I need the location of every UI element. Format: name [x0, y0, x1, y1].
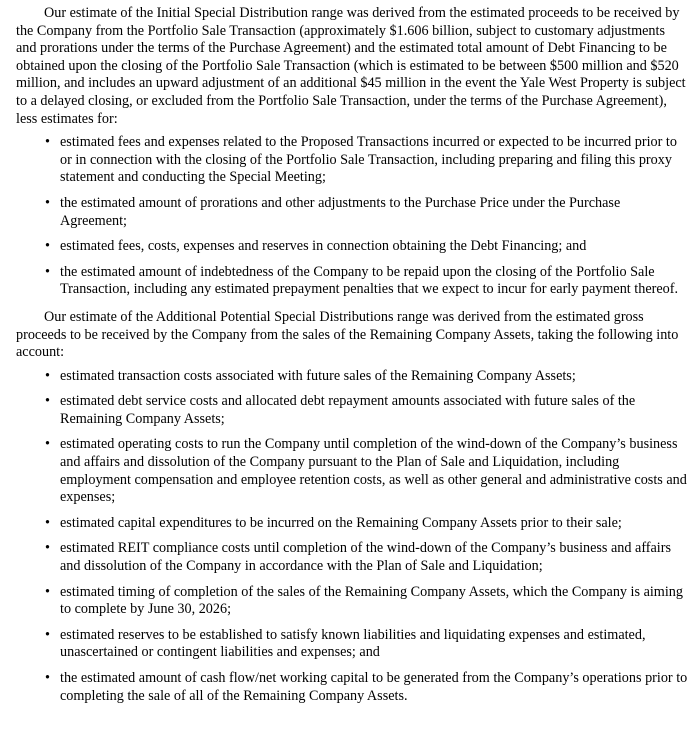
list-item: • estimated fees, costs, expenses and reserves in connection obtaining the Debt Financing; and — [16, 238, 688, 256]
list-item: • estimated reserves to be established to satisfy known liabilities and liquidating expenses and estimated, unascertained or contingent liabilities and expenses; and — [16, 627, 688, 662]
initial-distribution-estimates-list — [16, 134, 688, 299]
list-item: • the estimated amount of prorations and other adjustments to the Purchase Price under the Purchase Agreement; — [16, 195, 688, 230]
additional-distributions-paragraph: Our estimate of the Additional Potential Special Distributions range was derived from the estimated gross proceeds to be received by the Company from the sales of the Remaining Company Assets, taking the following into account: — [16, 308, 679, 361]
list-item: • estimated timing of completion of the sales of the Remaining Company Assets, which the Company is aiming to complete by June 30, 2026; — [16, 584, 688, 619]
list-item: • the estimated amount of cash flow/net working capital to be generated from the Company’s operations prior to completing the sale of all of the Remaining Company Assets. — [16, 670, 688, 705]
initial-distribution-paragraph: Our estimate of the Initial Special Distribution range was derived from the estimated proceeds to be received by the Company from the Portfolio Sale Transaction (approximately $1.606 billion, subject to customary adjustments and prorations under the terms of the Purchase Agreement) and the estimated total amount of Debt Financing to be obtained upon the closing of the Portfolio Sale Transaction (which is estimated to be between $500 million and $520 million, and includes an upward adjustment of an additional $45 million in the event the Yale West Property is subject to a delayed closing, or excluded from the Portfolio Sale Transaction, under the terms of the Purchase Agreement), less estimates for: — [16, 5, 686, 127]
list-item: • the estimated amount of indebtedness of the Company to be repaid upon the closing of the Portfolio Sale Transaction, including any estimated prepayment penalties that we expect to incur for early payment thereof. — [16, 264, 688, 299]
list-item: • estimated REIT compliance costs until completion of the wind-down of the Company’s business and affairs and dissolution of the Company in accordance with the Plan of Sale and Liquidation; — [16, 540, 688, 575]
list-item: • estimated fees and expenses related to the Proposed Transactions incurred or expected to be incurred prior to or in connection with the closing of the Portfolio Sale Transaction, including preparing and filing this proxy statement and conducting the Special Meeting; — [16, 134, 688, 187]
list-item: • estimated operating costs to run the Company until completion of the wind-down of the Company’s business and affairs and dissolution of the Company pursuant to the Plan of Sale and Liquidation, including employment compensation and employee retention costs, as well as other general and administrative costs and expenses; — [16, 436, 688, 506]
list-item: • estimated transaction costs associated with future sales of the Remaining Company Assets; — [16, 368, 688, 386]
additional-distributions-factors-list — [16, 368, 688, 706]
document-body — [16, 5, 688, 715]
list-item: • estimated debt service costs and allocated debt repayment amounts associated with future sales of the Remaining Company Assets; — [16, 393, 688, 428]
list-item: • estimated capital expenditures to be incurred on the Remaining Company Assets prior to their sale; — [16, 515, 688, 533]
